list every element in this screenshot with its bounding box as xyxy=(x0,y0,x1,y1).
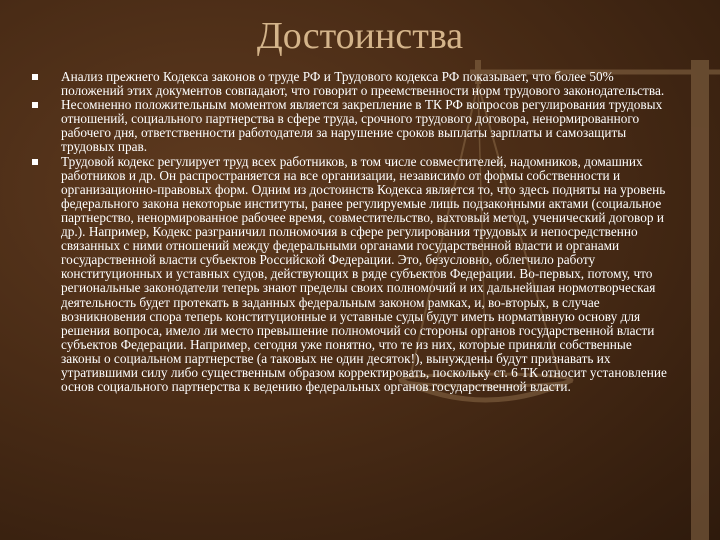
square-bullet-icon xyxy=(32,159,38,165)
bullet-list xyxy=(28,70,668,394)
slide-title: Достоинства xyxy=(256,15,464,57)
bullet-text: Трудовой кодекс регулирует труд всех работников, в том числе совместителей, надомников, домашних работников и др. Он распространяется на все организации, независимо от формы собственности и организационно-правовых форм. Одним из достоинств Кодекса является то, что здесь подняты на уровень федерального закона некоторые институты, ранее регулируемые лишь подзаконными актами (социальное партнерство, ненормированное рабочее время, совместительство, вахтовый метод, ученический договор и др.). Например, Кодекс разграничил полномочия в сфере регулирования трудовых и непосредственно связанных с ними отношений между федеральными органами государственной власти и органами государственной власти субъектов Российской Федерации. Это, безусловно, облегчило работу конституционных и уставных судов, действующих в ряде субъектов Федерации. Во-первых, потому, что региональные законодатели теперь знают пределы своих полномочий и их дальнейшая нормотворческая деятельность будет протекать в заданных федеральным законом рамках, и, во-вторых, в случае возникновения спора теперь конституционные и уставные суды будут иметь нормативную основу для решения вопроса, имело ли место превышение полномочий со стороны органов государственной власти субъектов Федерации. Например, сегодня уже понятно, что те из них, которые приняли собственные законы о социальном партнерстве (а таковых не один десяток!), вынуждены будут признавать их утратившими силу либо существенным образом корректировать, поскольку ст. 6 ТК относит установление основ социального партнерства к ведению федеральных органов государственной власти. xyxy=(61,153,667,395)
square-bullet-icon xyxy=(32,102,38,108)
bullet-item xyxy=(28,70,668,98)
bullet-text: Несомненно положительным моментом является закрепление в ТК РФ вопросов регулирования трудовых отношений, социального партнерства в сфере труда, срочного трудового договора, ненормированного рабочего дня, ответственности работодателя за нарушение сроков выплаты зарплаты и самозащиты трудовых прав. xyxy=(61,97,663,155)
bullet-text: Анализ прежнего Кодекса законов о труде РФ и Трудового кодекса РФ показывает, что более 50% положений этих документов совпадают, что говорит о преемственности норм трудового законодательства. xyxy=(61,69,665,99)
square-bullet-icon xyxy=(32,74,38,80)
bullet-item xyxy=(28,98,668,154)
bullet-item xyxy=(28,155,668,395)
